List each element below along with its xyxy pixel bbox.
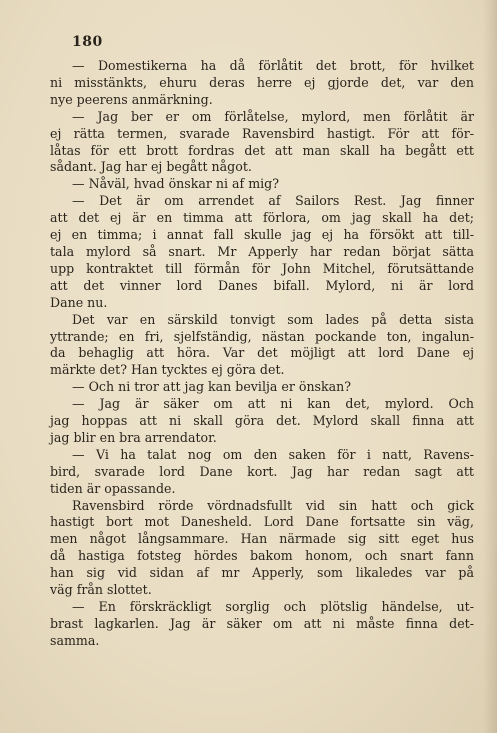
text-line: sådant. Jag har ej begått något. (50, 159, 252, 175)
text-line: — Jag ber er om förlåtelse, mylord, men förlåtit är (72, 108, 474, 124)
text-line: jag blir en bra arrendator. (50, 429, 217, 445)
text-line: märkte det? Han tycktes ej göra det. (50, 362, 285, 378)
text-line: då hastiga fotsteg hördes bakom honom, och snart fann (50, 548, 474, 564)
text-line: samma. (50, 632, 100, 648)
text-line: — Vi ha talat nog om den saken för i natt, Ravens- (72, 446, 474, 462)
text-line: låtas för ett brott fordras det att man skall ha begått ett (50, 142, 474, 158)
text-line: Dane nu. (50, 294, 108, 310)
text-line: ej en timma; i annat fall skulle jag ej ha försökt att till- (50, 227, 474, 243)
text-line: da behaglig att höra. Var det möjligt att lord Dane ej (50, 345, 474, 361)
text-line: han sig vid sidan af mr Apperly, som likaledes var på (50, 565, 474, 581)
text-line: Ravensbird rörde vördnadsfullt vid sin hatt och gick (72, 497, 474, 513)
text-line: — Och ni tror att jag kan bevilja er önskan? (72, 379, 352, 395)
text-line: brast lagkarlen. Jag är säker om att ni måste finna det- (50, 615, 474, 631)
text-line: — Domestikerna ha då förlåtit det brott, för hvilket (72, 58, 474, 73)
text-line: — En förskräckligt sorglig och plötslig händelse, ut- (72, 599, 474, 614)
text-line: ni misstänkts, ehuru deras herre ej gjorde det, var den (50, 74, 474, 90)
text-line: — Jag är säker om att ni kan det, mylord. Och (72, 396, 474, 412)
text-line: ej rätta termen, svarade Ravensbird hastigt. För att för- (50, 125, 474, 141)
text-line: — Det är om arrendet af Sailors Rest. Jag finner (72, 193, 474, 209)
text-line: att det vinner lord Danes bifall. Mylord, ni är lord (50, 277, 474, 293)
page-number: 180 (72, 34, 103, 50)
text-line: yttrande; en fri, sjelfständig, nästan pockande ton, ingalun- (50, 328, 474, 344)
text-line: Det var en särskild tonvigt som lades på detta sista (72, 311, 474, 327)
text-line: bird, svarade lord Dane kort. Jag har redan sagt att (50, 463, 474, 479)
text-line: nye peerens anmärkning. (50, 91, 213, 107)
text-line: — Nåväl, hvad önskar ni af mig? (72, 176, 279, 192)
text-line: hastigt bort mot Danesheld. Lord Dane fortsatte sin väg, (50, 514, 474, 530)
text-line: att det ej är en timma att förlora, om jag skall ha det; (50, 210, 474, 226)
text-line: tala mylord så snart. Mr Apperly har redan börjat sätta (50, 243, 474, 259)
body-text (50, 58, 474, 650)
text-line: upp kontraktet till förmån för John Mitchel, förutsättande (50, 260, 474, 276)
text-line: tiden är opassande. (50, 480, 176, 496)
text-line: jag hoppas att ni skall göra det. Mylord skall finna att (50, 413, 474, 429)
text-line: men något långsammare. Han närmade sig sitt eget hus (50, 531, 474, 547)
text-line: väg från slottet. (50, 582, 152, 598)
